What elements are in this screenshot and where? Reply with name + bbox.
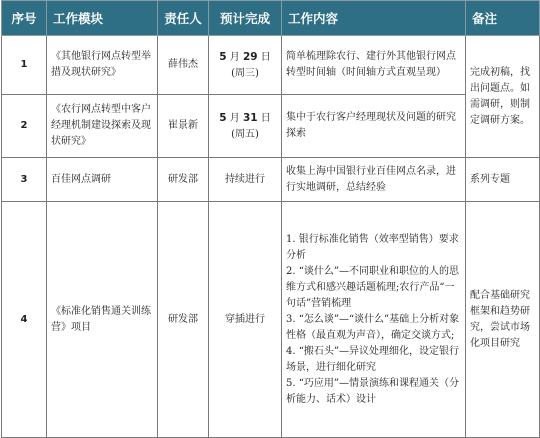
eta-month-unit: 月 bbox=[229, 112, 240, 124]
eta-day: 31 bbox=[242, 111, 258, 124]
content-step: 5. “巧应用”—情景演练和课程通关（分析能力、话术）设计 bbox=[286, 377, 459, 405]
owner: 崔景新 bbox=[158, 95, 209, 158]
eta-month: 5 bbox=[219, 50, 227, 63]
work-content: 集中于农行客户经理现状及问题的研究探索 bbox=[282, 95, 466, 158]
work-module: 《农行网点转型中客户经理机制建设探索及现状研究》 bbox=[47, 95, 158, 158]
eta-date bbox=[213, 49, 277, 66]
note: 配合基础研究框架和趋势研究，尝试市场化项目研究 bbox=[466, 202, 540, 438]
header-content: 工作内容 bbox=[282, 1, 466, 36]
row-number: 4 bbox=[2, 202, 47, 438]
owner: 研发部 bbox=[158, 202, 209, 438]
eta bbox=[209, 36, 282, 95]
row-number: 2 bbox=[2, 95, 47, 158]
content-steps bbox=[286, 232, 461, 408]
eta-day-unit: 日 bbox=[260, 51, 271, 63]
eta-day-unit: 日 bbox=[260, 112, 271, 124]
eta-date bbox=[213, 110, 277, 127]
row-number: 3 bbox=[2, 158, 47, 202]
row-number: 1 bbox=[2, 36, 47, 95]
work-content bbox=[282, 202, 466, 438]
eta-weekday: (周五) bbox=[231, 128, 259, 140]
table-row bbox=[2, 36, 540, 95]
content-step: 4. “搬石头”—异议处理细化，设定银行场景，进行细化研究 bbox=[286, 345, 459, 373]
work-module: 《其他银行网点转型举措及现状研究》 bbox=[47, 36, 158, 95]
work-content: 简单梳理除农行、建行外其他银行网点转型时间轴（时间轴方式直观呈现） bbox=[282, 36, 466, 95]
note: 完成初稿，找出问题点。如需调研，则制定调研方案。 bbox=[466, 36, 540, 158]
header-eta: 预计完成 bbox=[209, 1, 282, 36]
table-row bbox=[2, 95, 540, 158]
table-row bbox=[2, 202, 540, 438]
content-step: 3. “怎么谈”—“谈什么”基础上分析对象性格（最直观为声音），确定交谈方式; bbox=[286, 313, 460, 341]
eta bbox=[209, 95, 282, 158]
eta-month-unit: 月 bbox=[229, 51, 240, 63]
owner: 薛伟杰 bbox=[158, 36, 209, 95]
eta-weekday: (周三) bbox=[231, 67, 259, 79]
header-note: 备注 bbox=[466, 1, 540, 36]
eta-day: 29 bbox=[242, 50, 258, 63]
table-row bbox=[2, 158, 540, 202]
eta-month: 5 bbox=[219, 111, 227, 124]
work-module: 《标准化销售通关训练营》项目 bbox=[47, 202, 158, 438]
content-step: 1. 银行标准化销售（效率型销售）要求分析 bbox=[286, 233, 459, 261]
header-row bbox=[2, 1, 540, 36]
eta: 穿插进行 bbox=[209, 202, 282, 438]
eta: 持续进行 bbox=[209, 158, 282, 202]
work-content: 收集上海中国银行业百佳网点名录，进行实地调研，总结经验 bbox=[282, 158, 466, 202]
header-no: 序号 bbox=[2, 1, 47, 36]
header-owner: 责任人 bbox=[158, 1, 209, 36]
content-step: 2. “谈什么”—不同职业和职位的人的思维方式和感兴趣话题梳理;农行产品“一句话”营销梳理 bbox=[286, 265, 459, 309]
owner: 研发部 bbox=[158, 158, 209, 202]
work-plan-table bbox=[1, 0, 540, 438]
header-module: 工作模块 bbox=[47, 1, 158, 36]
note: 系列专题 bbox=[466, 158, 540, 202]
work-module: 百佳网点调研 bbox=[47, 158, 158, 202]
